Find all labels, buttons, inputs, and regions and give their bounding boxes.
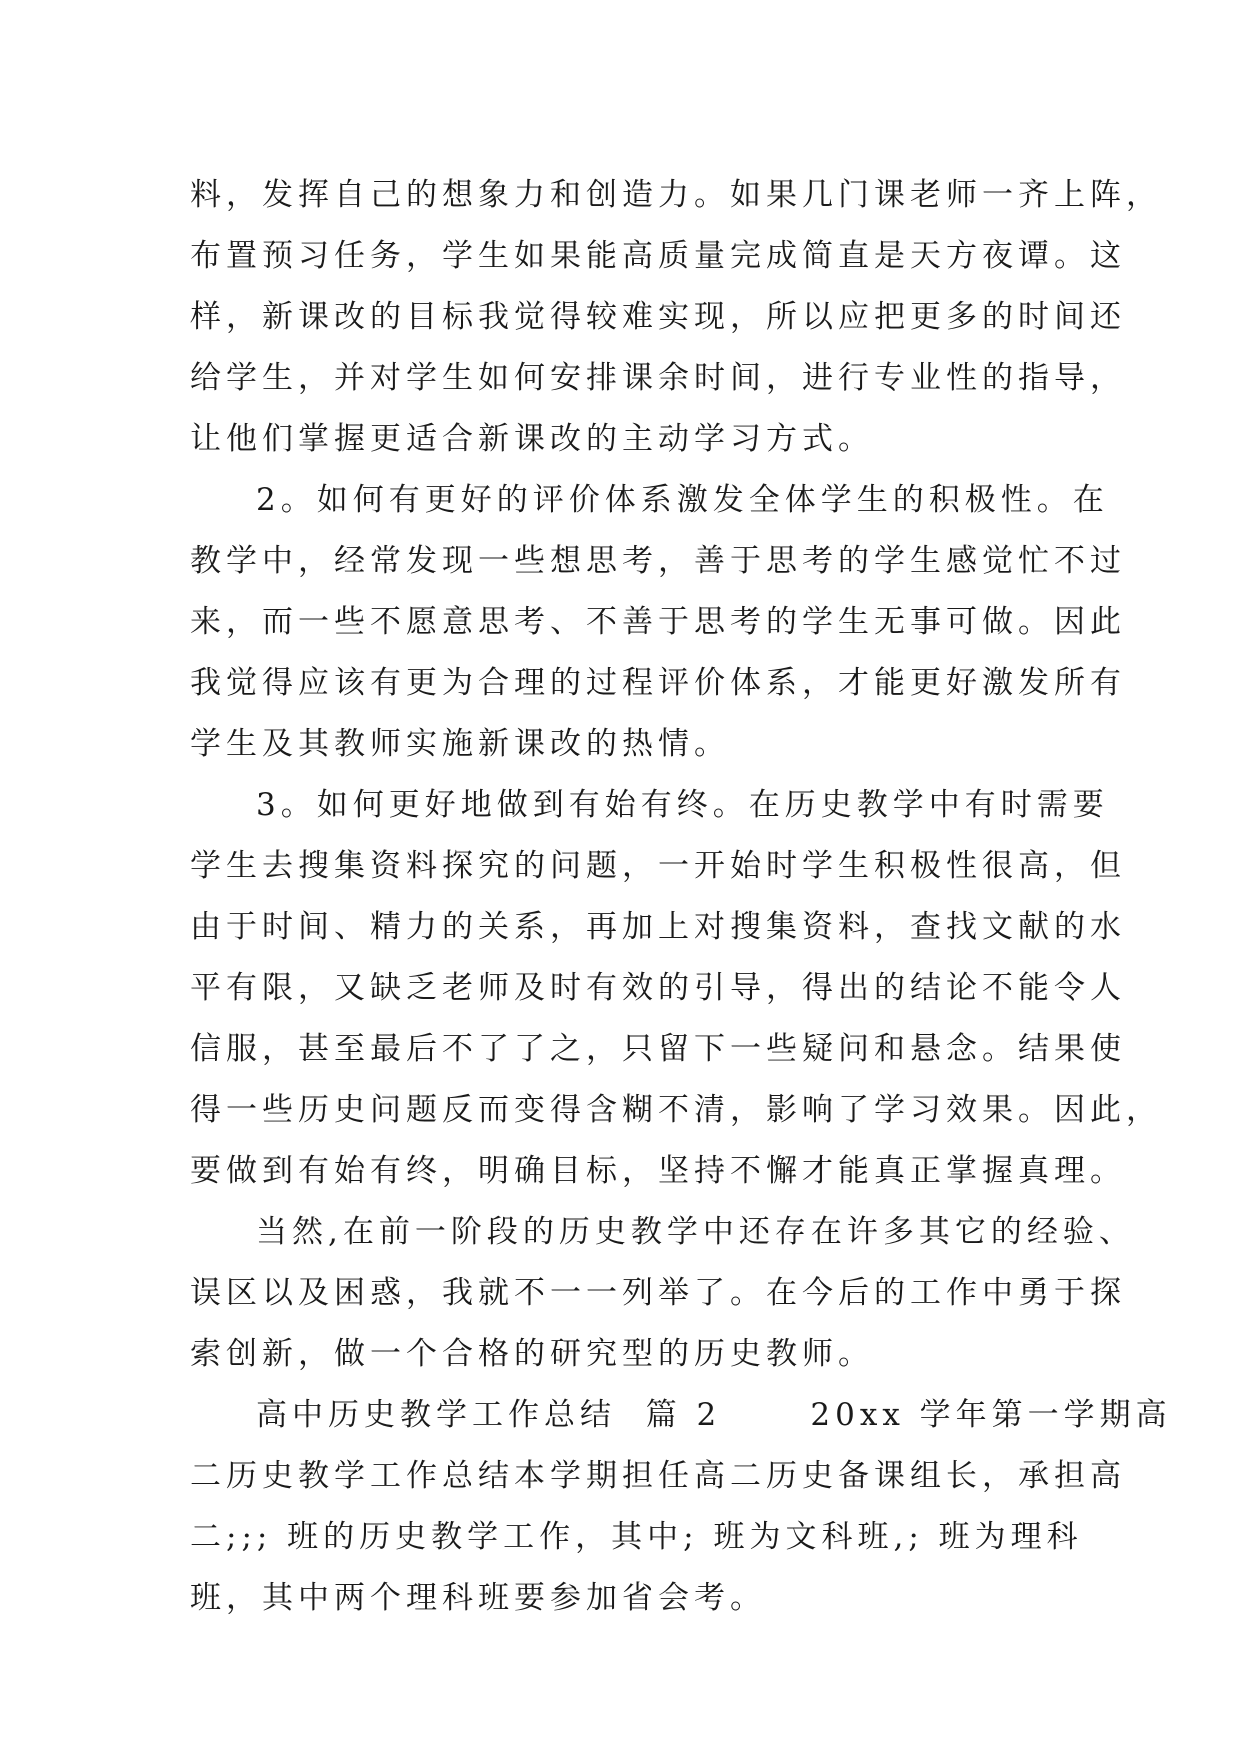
text-line: 料，发挥自己的想象力和创造力。如果几门课老师一齐上阵， (190, 177, 1162, 213)
text-line: 班，其中两个理科班要参加省会考。 (190, 1580, 766, 1616)
text-line: 二历史教学工作总结本学期担任高二历史备课组长，承担高 (190, 1458, 1126, 1494)
paragraph-1 (190, 165, 1162, 470)
document-body (190, 165, 1172, 1629)
paragraph-5 (190, 1385, 1172, 1629)
text-line: 3。如何更好地做到有始有终。在历史教学中有时需要 (256, 787, 1109, 823)
paragraph-3 (190, 775, 1162, 1202)
paragraph-4 (190, 1202, 1135, 1385)
text-line: 二;;; 班的历史教学工作，其中; 班为文科班,; 班为理科 (190, 1519, 1083, 1555)
text-line: 平有限，又缺乏老师及时有效的引导，得出的结论不能令人 (190, 970, 1126, 1006)
paragraph-2 (190, 470, 1126, 775)
text-line: 当然,在前一阶段的历史教学中还存在许多其它的经验、 (256, 1214, 1135, 1250)
text-line: 样，新课改的目标我觉得较难实现，所以应把更多的时间还 (190, 299, 1126, 335)
text-line: 信服，甚至最后不了了之，只留下一些疑问和悬念。结果使 (190, 1031, 1126, 1067)
text-line: 学生去搜集资料探究的问题，一开始时学生积极性很高，但 (190, 848, 1126, 884)
text-line: 给学生，并对学生如何安排课余时间，进行专业性的指导， (190, 360, 1126, 396)
text-line: 高中历史教学工作总结 篇 2 20xx 学年第一学期高 (256, 1397, 1172, 1433)
text-line: 布置预习任务，学生如果能高质量完成简直是天方夜谭。这 (190, 238, 1126, 274)
text-line: 由于时间、精力的关系，再加上对搜集资料，查找文献的水 (190, 909, 1126, 945)
text-line: 让他们掌握更适合新课改的主动学习方式。 (190, 421, 874, 457)
text-line: 来，而一些不愿意思考、不善于思考的学生无事可做。因此 (190, 604, 1126, 640)
text-line: 误区以及困惑，我就不一一列举了。在今后的工作中勇于探 (190, 1275, 1126, 1311)
text-line: 2。如何有更好的评价体系激发全体学生的积极性。在 (256, 482, 1109, 518)
text-line: 学生及其教师实施新课改的热情。 (190, 726, 730, 762)
text-line: 要做到有始有终，明确目标，坚持不懈才能真正掌握真理。 (190, 1153, 1126, 1189)
text-line: 索创新，做一个合格的研究型的历史教师。 (190, 1336, 874, 1372)
text-line: 我觉得应该有更为合理的过程评价体系，才能更好激发所有 (190, 665, 1126, 701)
text-line: 得一些历史问题反而变得含糊不清，影响了学习效果。因此， (190, 1092, 1162, 1128)
text-line: 教学中，经常发现一些想思考，善于思考的学生感觉忙不过 (190, 543, 1126, 579)
